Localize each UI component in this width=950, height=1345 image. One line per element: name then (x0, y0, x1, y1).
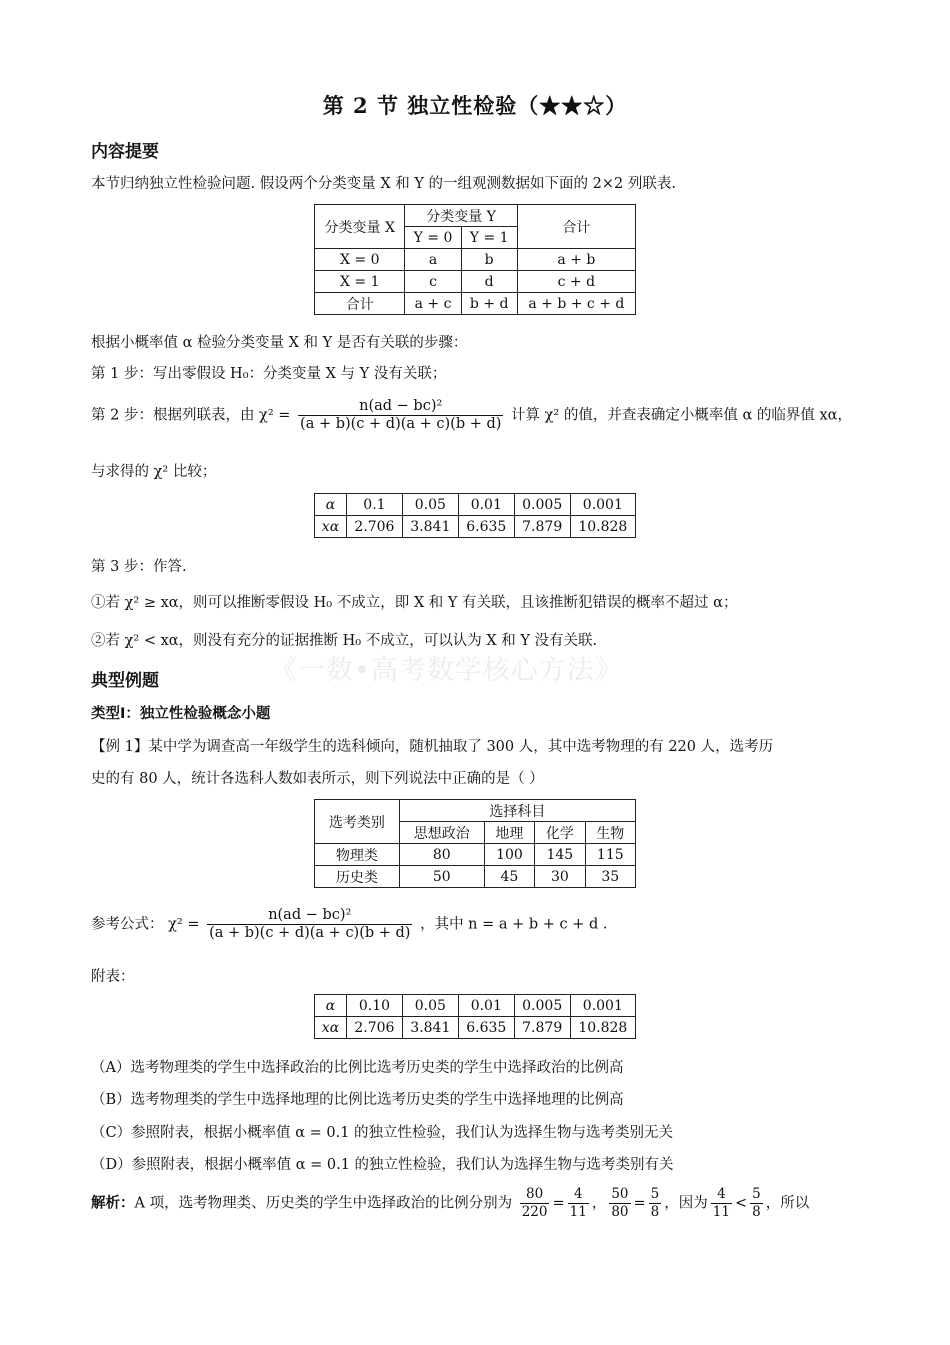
table-cell: 0.05 (402, 995, 458, 1017)
subject-label: 化学 (535, 822, 585, 844)
table-cell: 2.706 (346, 1017, 402, 1039)
formula-fraction (207, 907, 412, 942)
intro-text: 本节归纳独立性检验问题. 假设两个分类变量 X 和 Y 的一组观测数据如下面的 2×2 列联表. (91, 176, 676, 192)
table-cell: 0.05 (402, 494, 458, 516)
row-label: 合计 (315, 293, 405, 315)
table-cell: 0.005 (514, 995, 570, 1017)
table-row (315, 293, 636, 315)
table-row (315, 995, 636, 1017)
option-a: （A）选考物理类的学生中选择政治的比例比选考历史类的学生中选择政治的比例高 (91, 1060, 624, 1076)
fraction (649, 1186, 662, 1221)
step-3: 第 3 步：作答. (91, 559, 187, 575)
step-2-prefix: 第 2 步：根据列联表，由 χ² = (91, 407, 291, 424)
fraction-numerator: 5 (752, 1186, 761, 1202)
step-2-suffix: 计算 χ² 的值，并查表确定小概率值 α 的临界值 xα， (511, 407, 852, 424)
equals-sign: = (633, 1195, 646, 1212)
fraction (711, 1186, 732, 1221)
table-cell: b + d (461, 293, 517, 315)
option-d: （D）参照附表，根据小概率值 α = 0.1 的独立性检验，我们认为选择生物与选考类别有关 (91, 1157, 674, 1173)
fraction-denominator: 220 (521, 1204, 548, 1220)
appendix-table (314, 994, 636, 1039)
fraction-numerator: 4 (568, 1186, 589, 1204)
table-cell: 10.828 (570, 1017, 635, 1039)
example-1-line-1: 【例 1】某中学为调查高一年级学生的选科倾向，随机抽取了 300 人，其中选考物理的有 220 人，选考历 (91, 739, 774, 755)
table-cell: 0.001 (570, 494, 635, 516)
table-row (315, 271, 636, 293)
contingency-table (314, 204, 636, 315)
chi-square-fraction (298, 398, 503, 433)
critical-value-table (314, 493, 636, 538)
table-row (315, 494, 636, 516)
subject-header: 选择科目 (399, 800, 635, 822)
table-cell: c (405, 271, 461, 293)
fraction-numerator: 4 (711, 1186, 732, 1204)
row-var-header: 分类变量 X (315, 205, 405, 249)
option-c: （C）参照附表，根据小概率值 α = 0.1 的独立性检验，我们认为选择生物与选考类别无关 (91, 1125, 674, 1141)
solution-text: ，所以 (765, 1195, 810, 1212)
table-cell: 3.841 (402, 516, 458, 538)
row-label: X = 1 (315, 271, 405, 293)
table-cell: 2.706 (346, 516, 402, 538)
solution-line (91, 1186, 809, 1221)
table-cell: d (461, 271, 517, 293)
section-heading-summary: 内容提要 (91, 142, 159, 162)
formula-prefix: 参考公式： χ² = (91, 916, 200, 933)
example-1-line-2: 史的有 80 人，统计各选科人数如表所示，则下列说法中正确的是（ ） (91, 771, 544, 787)
col-var-header: 分类变量 Y (405, 205, 517, 227)
solution-text: A 项，选考物理类、历史类的学生中选择政治的比例分别为 (134, 1195, 513, 1212)
fraction-denominator: (a + b)(c + d)(a + c)(b + d) (300, 416, 502, 432)
table-cell: b (461, 249, 517, 271)
alpha-label: α (315, 494, 347, 516)
table-cell: 30 (535, 866, 585, 888)
case-2: ②若 χ² < xα，则没有充分的证据推断 H₀ 不成立，可以认为 X 和 Y 没有关联. (91, 633, 598, 649)
table-cell: a (405, 249, 461, 271)
row-label: 历史类 (315, 866, 400, 888)
fraction (568, 1186, 589, 1221)
subject-label: 思想政治 (399, 822, 484, 844)
fraction-denominator: 80 (611, 1204, 629, 1220)
appendix-label: 附表： (91, 969, 135, 985)
table-cell: 10.828 (570, 516, 635, 538)
table-cell: c + d (517, 271, 635, 293)
type-heading: 类型Ⅰ：独立性检验概念小题 (91, 706, 271, 722)
step-2 (91, 398, 852, 433)
row-label: X = 0 (315, 249, 405, 271)
table-cell: a + c (405, 293, 461, 315)
table-cell: 7.879 (514, 516, 570, 538)
step-1: 第 1 步：写出零假设 H₀：分类变量 X 与 Y 没有关联； (91, 366, 447, 382)
table-cell: 0.10 (346, 995, 402, 1017)
table-row (315, 516, 636, 538)
fraction-denominator: 11 (569, 1204, 587, 1220)
watermark: 《一数•高考数学核心方法》 (270, 655, 623, 686)
fraction (609, 1186, 630, 1221)
less-than-sign: < (734, 1195, 748, 1212)
table-cell: 6.635 (458, 516, 514, 538)
subject-label: 生物 (585, 822, 635, 844)
fraction-numerator: 80 (520, 1186, 550, 1204)
table-cell: 35 (585, 866, 635, 888)
row-label: 物理类 (315, 844, 400, 866)
fraction-numerator: 5 (650, 1186, 660, 1202)
fraction-denominator: (a + b)(c + d)(a + c)(b + d) (209, 925, 411, 941)
table-cell: 115 (585, 844, 635, 866)
category-header: 选考类别 (315, 800, 400, 844)
table-row (315, 1017, 636, 1039)
col-y0-header: Y = 0 (405, 227, 461, 249)
page-title: 第 2 节 独立性检验（★★☆） (322, 93, 628, 118)
table-cell: 100 (484, 844, 534, 866)
section-heading-examples: 典型例题 (91, 671, 159, 691)
fraction (750, 1186, 763, 1221)
table-cell: 0.1 (346, 494, 402, 516)
option-b: （B）选考物理类的学生中选择地理的比例比选考历史类的学生中选择地理的比例高 (91, 1092, 624, 1108)
separator: ， (591, 1195, 607, 1212)
col-y1-header: Y = 1 (461, 227, 517, 249)
table-cell: 0.01 (458, 995, 514, 1017)
table-row (315, 866, 636, 888)
table-row (315, 249, 636, 271)
fraction-denominator: 8 (650, 1204, 660, 1220)
x-alpha-label: xα (315, 1017, 347, 1039)
fraction-denominator: 11 (712, 1204, 730, 1220)
equals-sign: = (552, 1195, 565, 1212)
alpha-label: α (315, 995, 347, 1017)
solution-label: 解析： (91, 1195, 135, 1212)
fraction-denominator: 8 (752, 1204, 761, 1220)
steps-intro: 根据小概率值 α 检验分类变量 X 和 Y 是否有关联的步骤： (91, 335, 468, 351)
table-cell: 145 (535, 844, 585, 866)
table-cell: 0.005 (514, 494, 570, 516)
table-cell: 7.879 (514, 1017, 570, 1039)
step-2-continued: 与求得的 χ² 比较； (91, 464, 217, 480)
total-header: 合计 (517, 205, 635, 249)
table-cell: 45 (484, 866, 534, 888)
table-cell: 50 (399, 866, 484, 888)
table-cell: 3.841 (402, 1017, 458, 1039)
table-cell: a + b (517, 249, 635, 271)
fraction-numerator: 50 (611, 1186, 629, 1202)
x-alpha-label: xα (315, 516, 347, 538)
fraction-numerator: n(ad − bc)² (207, 907, 412, 925)
case-1: ①若 χ² ≥ xα，则可以推断零假设 H₀ 不成立，即 X 和 Y 有关联，且该推断犯错误的概率不超过 α； (91, 595, 738, 611)
subject-table (314, 799, 636, 888)
reference-formula (91, 907, 608, 942)
fraction-numerator: n(ad − bc)² (298, 398, 503, 416)
table-cell: 0.01 (458, 494, 514, 516)
fraction (520, 1186, 550, 1221)
table-cell: 6.635 (458, 1017, 514, 1039)
table-cell: 80 (399, 844, 484, 866)
solution-text: ，因为 (664, 1195, 708, 1212)
table-cell: 0.001 (570, 995, 635, 1017)
table-cell: a + b + c + d (517, 293, 635, 315)
formula-suffix: ，其中 n = a + b + c + d . (420, 916, 608, 933)
table-row (315, 844, 636, 866)
subject-label: 地理 (484, 822, 534, 844)
